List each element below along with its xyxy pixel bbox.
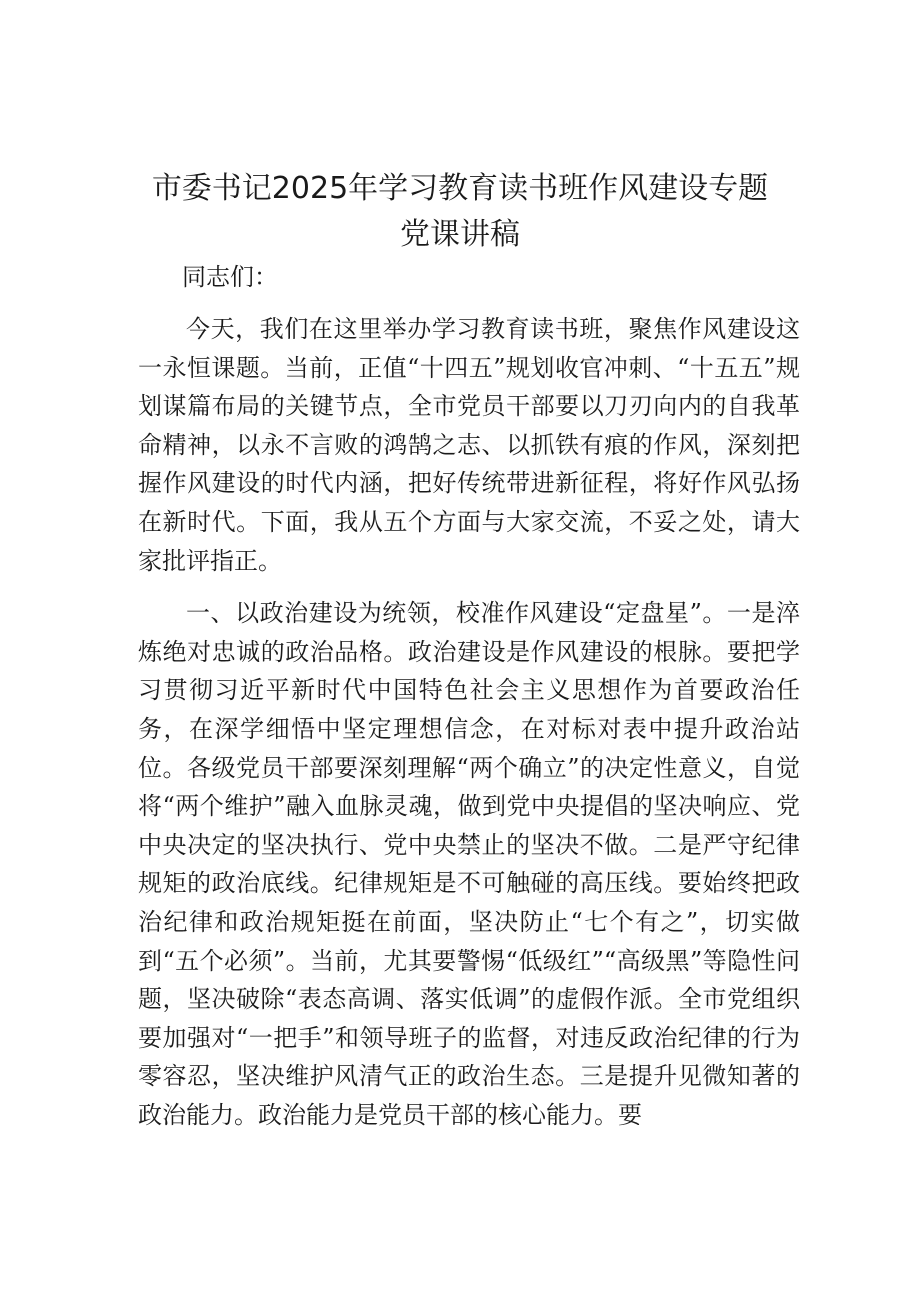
title-line-1: 市委书记2025年学习教育读书班作风建设专题 bbox=[151, 171, 769, 206]
title-line-2: 党课讲稿 bbox=[400, 217, 520, 252]
salutation: 同志们： bbox=[182, 263, 278, 291]
document-title bbox=[120, 166, 800, 258]
paragraph-intro: 今天，我们在这里举办学习教育读书班，聚焦作风建设这一永恒课题。当前，正值“十四五”规划收官冲刺、“十五五”规划谋篇布局的关键节点，全市党员干部要以刀刃向内的自我革命精神，以永不言败的鸿鹄之志、以抓铁有痕的作风，深刻把握作风建设的时代内涵，把好传统带进新征程，将好作风弘扬在新时代。下面，我从五个方面与大家交流，不妥之处，请大家批评指正。 bbox=[138, 315, 800, 575]
document-body bbox=[138, 258, 800, 1134]
paragraph-section-1: 一、以政治建设为统领，校准作风建设“定盘星”。一是淬炼绝对忠诚的政治品格。政治建设是作风建设的根脉。要把学习贯彻习近平新时代中国特色社会主义思想作为首要政治任务，在深学细悟中坚定理想信念，在对标对表中提升政治站位。各级党员干部要深刻理解“两个确立”的决定性意义，自觉将“两个维护”融入血脉灵魂，做到党中央提倡的坚决响应、党中央决定的坚决执行、党中央禁止的坚决不做。二是严守纪律规矩的政治底线。纪律规矩是不可触碰的高压线。要始终把政治纪律和政治规矩挺在前面，坚决防止“七个有之”，切实做到“五个必须”。当前，尤其要警惕“低级红”“高级黑”等隐性问题，坚决破除“表态高调、落实低调”的虚假作派。全市党组织要加强对“一把手”和领导班子的监督，对违反政治纪律的行为零容忍，坚决维护风清气正的政治生态。三是提升见微知著的政治能力。政治能力是党员干部的核心能力。要 bbox=[138, 599, 800, 1129]
